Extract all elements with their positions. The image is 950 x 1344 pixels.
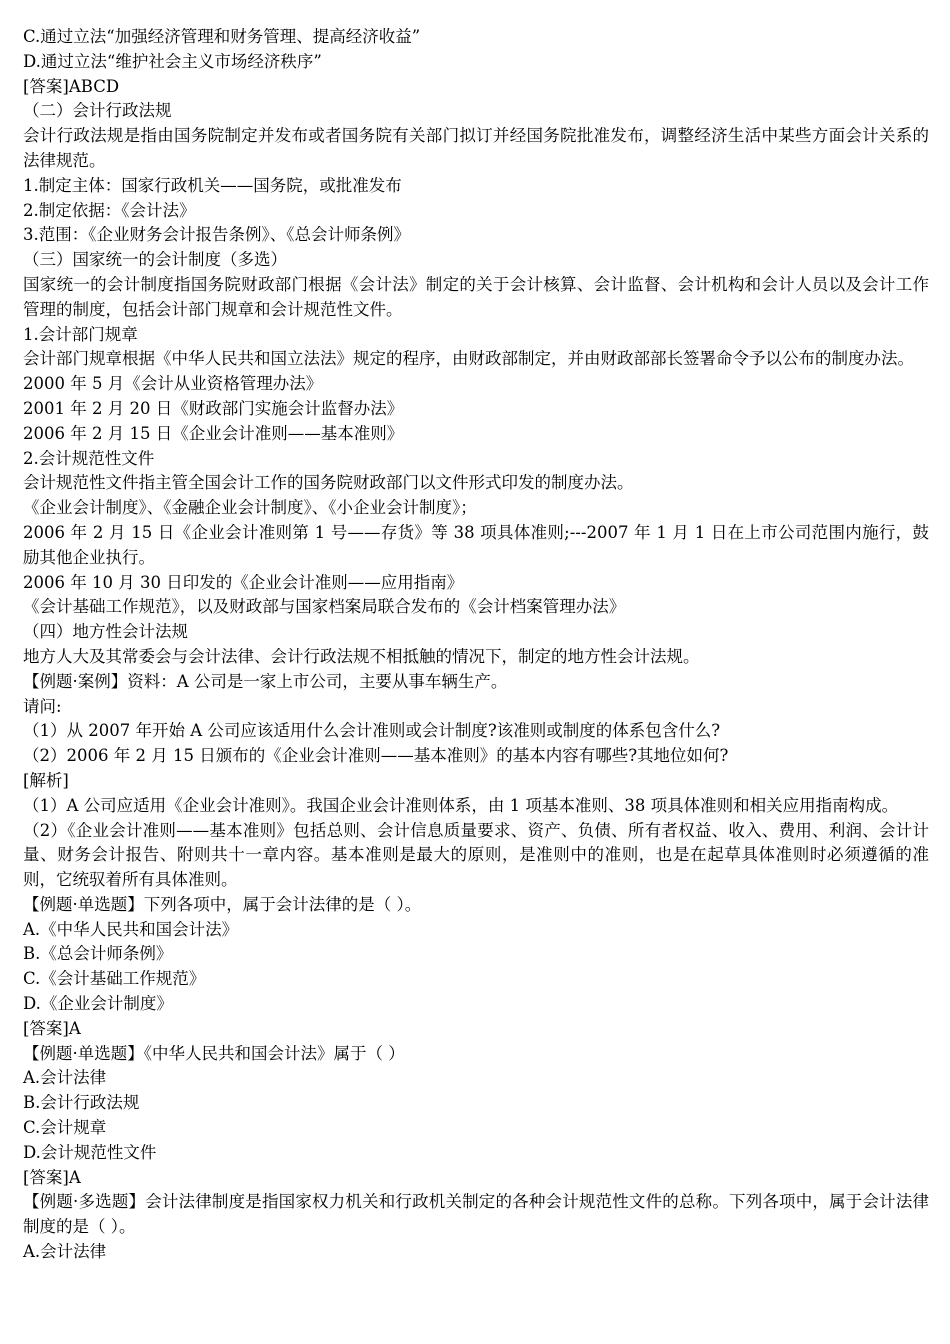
normative-item-systems: 《企业会计制度》、《金融企业会计制度》、《小企业会计制度》； bbox=[23, 498, 477, 518]
normative-documents-definition: 会计规范性文件指主管全国会计工作的国务院财政部门以文件形式印发的制度办法。 bbox=[23, 473, 634, 493]
answer-line: [答案]ABCD bbox=[23, 76, 120, 96]
case-question-1: （1）从 2007 年开始 A 公司应该适用什么会计准则或会计制度?该准则或制度的体系包含什么? bbox=[23, 721, 721, 741]
list-item-scope: 3.范围：《企业财务会计报告条例》、《总会计师条例》 bbox=[23, 225, 410, 245]
q1-option-a: A.《中华人民共和国会计法》 bbox=[23, 919, 239, 939]
analysis-label: [解析] bbox=[23, 770, 69, 790]
rule-item-2006: 2006 年 2 月 15 日《企业会计准则——基本准则》 bbox=[23, 423, 404, 443]
unified-system-definition: 国家统一的会计制度指国务院财政部门根据《会计法》制定的关于会计核算、会计监督、会计机构和会计人员以及会计工作管理的制度，包括会计部门规章和会计规范性文件。 bbox=[23, 274, 929, 319]
section-heading-local-regulations: （四）地方性会计法规 bbox=[23, 622, 188, 642]
single-choice-question-2: 【例题·单选题】《中华人民共和国会计法》属于（ ） bbox=[23, 1043, 405, 1063]
q2-option-a: A.会计法律 bbox=[23, 1068, 107, 1088]
case-example-heading: 【例题·案例】资料：A 公司是一家上市公司，主要从事车辆生产。 bbox=[23, 671, 508, 691]
option-d-line: D.通过立法“维护社会主义市场经济秩序” bbox=[23, 51, 322, 71]
normative-item-application-guide: 2006 年 10 月 30 日印发的《企业会计准则——应用指南》 bbox=[23, 572, 464, 592]
q3-option-a: A.会计法律 bbox=[23, 1242, 107, 1262]
q2-option-c: C.会计规章 bbox=[23, 1118, 107, 1138]
q1-answer: [答案]A bbox=[23, 1018, 81, 1038]
normative-item-basic-work: 《会计基础工作规范》，以及财政部与国家档案局联合发布的《会计档案管理办法》 bbox=[23, 597, 626, 617]
document-body bbox=[23, 25, 929, 1265]
single-choice-question-1: 【例题·单选题】下列各项中，属于会计法律的是（ ）。 bbox=[23, 894, 422, 914]
normative-item-specific-standards: 2006 年 2 月 15 日《企业会计准则第 1 号——存货》等 38 项具体准则;---2007 年 1 月 1 日在上市公司范围内施行，鼓励其他企业执行。 bbox=[23, 522, 929, 567]
list-item-basis: 2.制定依据：《会计法》 bbox=[23, 200, 196, 220]
q2-answer: [答案]A bbox=[23, 1167, 81, 1187]
analysis-answer-1: （1）A 公司应适用《企业会计准则》。我国企业会计准则体系，由 1 项基本准则、38 项具体准则和相关应用指南构成。 bbox=[23, 795, 899, 815]
case-question-2: （2）2006 年 2 月 15 日颁布的《企业会计准则——基本准则》的基本内容有哪些?其地位如何? bbox=[23, 746, 729, 766]
section-heading-admin-regulations: （二）会计行政法规 bbox=[23, 101, 172, 121]
analysis-answer-2: （2）《企业会计准则——基本准则》包括总则、会计信息质量要求、资产、负债、所有者权益、收入、费用、利润、会计计量、财务会计报告、附则共十一章内容。基本准则是最大的原则，是准则中的准则，也是在起草具体准则时必须遵循的准则，它统驭着所有具体准则。 bbox=[23, 820, 929, 890]
subheading-normative-documents: 2.会计规范性文件 bbox=[23, 448, 155, 468]
q1-option-b: B.《总会计师条例》 bbox=[23, 944, 173, 964]
rule-item-2000: 2000 年 5 月《会计从业资格管理办法》 bbox=[23, 374, 323, 394]
q1-option-c: C.《会计基础工作规范》 bbox=[23, 969, 206, 989]
option-c-line: C.通过立法“加强经济管理和财务管理、提高经济收益” bbox=[23, 27, 421, 46]
list-item-issuer: 1.制定主体：国家行政机关——国务院，或批准发布 bbox=[23, 175, 402, 195]
q2-option-d: D.会计规范性文件 bbox=[23, 1142, 157, 1162]
admin-regulations-definition: 会计行政法规是指由国务院制定并发布或者国务院有关部门拟订并经国务院批准发布，调整经济生活中某些方面会计关系的法律规范。 bbox=[23, 126, 929, 170]
q2-option-b: B.会计行政法规 bbox=[23, 1093, 140, 1113]
department-rules-definition: 会计部门规章根据《中华人民共和国立法法》规定的程序，由财政部制定，并由财政部部长签署命令予以公布的制度办法。 bbox=[23, 349, 914, 369]
q1-option-d: D.《企业会计制度》 bbox=[23, 994, 173, 1014]
case-question-label: 请问: bbox=[23, 696, 62, 716]
rule-item-2001: 2001 年 2 月 20 日《财政部门实施会计监督办法》 bbox=[23, 398, 404, 418]
multiple-choice-question: 【例题·多选题】会计法律制度是指国家权力机关和行政机关制定的各种会计规范性文件的总称。下列各项中，属于会计法律制度的是（ ）。 bbox=[23, 1192, 929, 1237]
section-heading-unified-system: （三）国家统一的会计制度（多选） bbox=[23, 250, 287, 270]
subheading-department-rules: 1.会计部门规章 bbox=[23, 324, 138, 344]
local-regulations-definition: 地方人大及其常委会与会计法律、会计行政法规不相抵触的情况下，制定的地方性会计法规。 bbox=[23, 646, 700, 666]
